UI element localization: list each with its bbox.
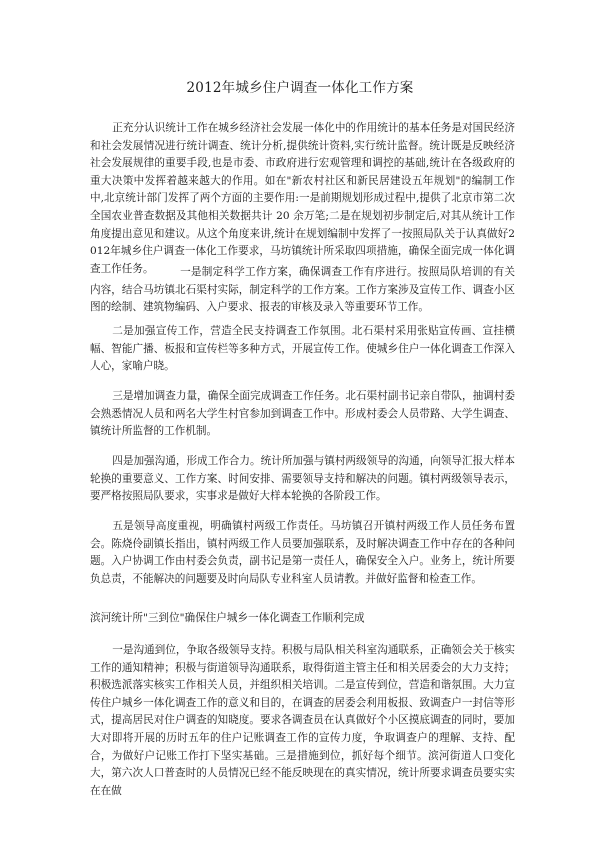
paragraph-measure-4: 四是加强沟通，形成工作合力。统计所加强与镇村两级领导的沟通，向领导汇报大样本轮换的重要意义、工作方案、时间安排、需要领导支持和解决的问题。镇村两级领导表示，要严格按照局队要求，实事求是做好大样本轮换的各阶段工作。 [90,455,515,503]
paragraph-measure-3: 三是增加调查力量，确保全面完成调查工作任务。北石渠村副书记亲自带队，抽调村委会熟悉情况人员和两名大学生村官参加到调查工作中。形成村委会人员带路、大学生调查、镇统计所监督的工作机制。 [90,390,515,438]
paragraph-measure-5: 五是领导高度重视，明确镇村两级工作责任。马坊镇召开镇村两级工作人员任务布置会。陈烧伶副镇长指出，镇村两级工作人员要加强联系，及时解决调查工作中存在的各种问题。入户协调工作由村委会负责，副书记是第一责任人，确保安全入户。业务上，统计所要负总责，不能解决的问题要及时向局队专业科室人员请教。并做好监督和检查工作。 [90,520,515,585]
document-title: 2012年城乡住户调查一体化工作方案 [186,80,414,96]
paragraph-intro: 正充分认识统计工作在城乡经济社会发展一体化中的作用统计的基本任务是对国民经济和社会发展情况进行统计调查、统计分析,提供统计资料,实行统计监督。统计既是反映经济社会发展规律的重要手段,也是市委、市政府进行宏观管理和调控的基础,统计在各级政府的重大决策中发挥着越来越大的作用。如在"新农村社区和新民居建设五年规划"的编制工作中,北京统计部门发挥了两个方面的主要作用:一是前期规划形成过程中,提供了北京市第二次全国农业普查数据及其他相关数据共计 20 余万笔;二是在规划初步制定后,对其从统计工作角度提出意见和建议。从这个角度来讲,统计在规划编制中发挥了一按照局队关于认真做好2012年城乡住户调查一体化工作要求，马坊镇统计所采取四项措施，确保全面完成一体化调查工作任务。 [90,122,515,275]
paragraph-measure-2: 二是加强宣传工作，营造全民支持调查工作氛围。北石渠村采用张贴宣传画、宣挂横幅、智能广播、板报和宣传栏等多种方式，开展宣传工作。使城乡住户一体化调查工作深入人心，家喻户晓。 [90,325,515,373]
section-title: 滨河统计所"三到位"确保住户城乡一体化调查工作顺利完成 [90,612,365,624]
paragraph-section: 一是沟通到位，争取各级领导支持。积极与局队相关科室沟通联系，正确领会关于核实工作的通知精神；积极与街道领导沟通联系，取得街道主管主任和相关居委会的大力支持；积极选派落实核实工作相关人员，并组织相关培训。二是宣传到位，营造和谐氛围。大力宣传住户城乡一体化调查工作的意义和目的，在调查的居委会利用板报、致调查户一封信等形式，提高居民对住户调查的知晓度。要求各调查员在认真做好个小区摸底调查的同时，要加大对即将开展的历时五年的住户记账调查工作的宣传力度，争取调查户的理解、支持、配合，为做好户记账工作打下坚实基础。三是措施到位，抓好每个细节。滨河街道人口变化大，第六次人口普查时的人员情况已经不能反映现在的真实情况，统计所要求调查员要实实在在做 [90,644,515,797]
paragraph-measure-1: 一是制定科学工作方案，确保调查工作有序进行。按照局队培训的有关内容，结合马坊镇北石渠村实际，制定科学的工作方案。工作方案涉及宣传工作、调查小区图的绘制、建筑物编码、入户要求、报表的审核及录入等重要环节工作。 [90,266,515,314]
